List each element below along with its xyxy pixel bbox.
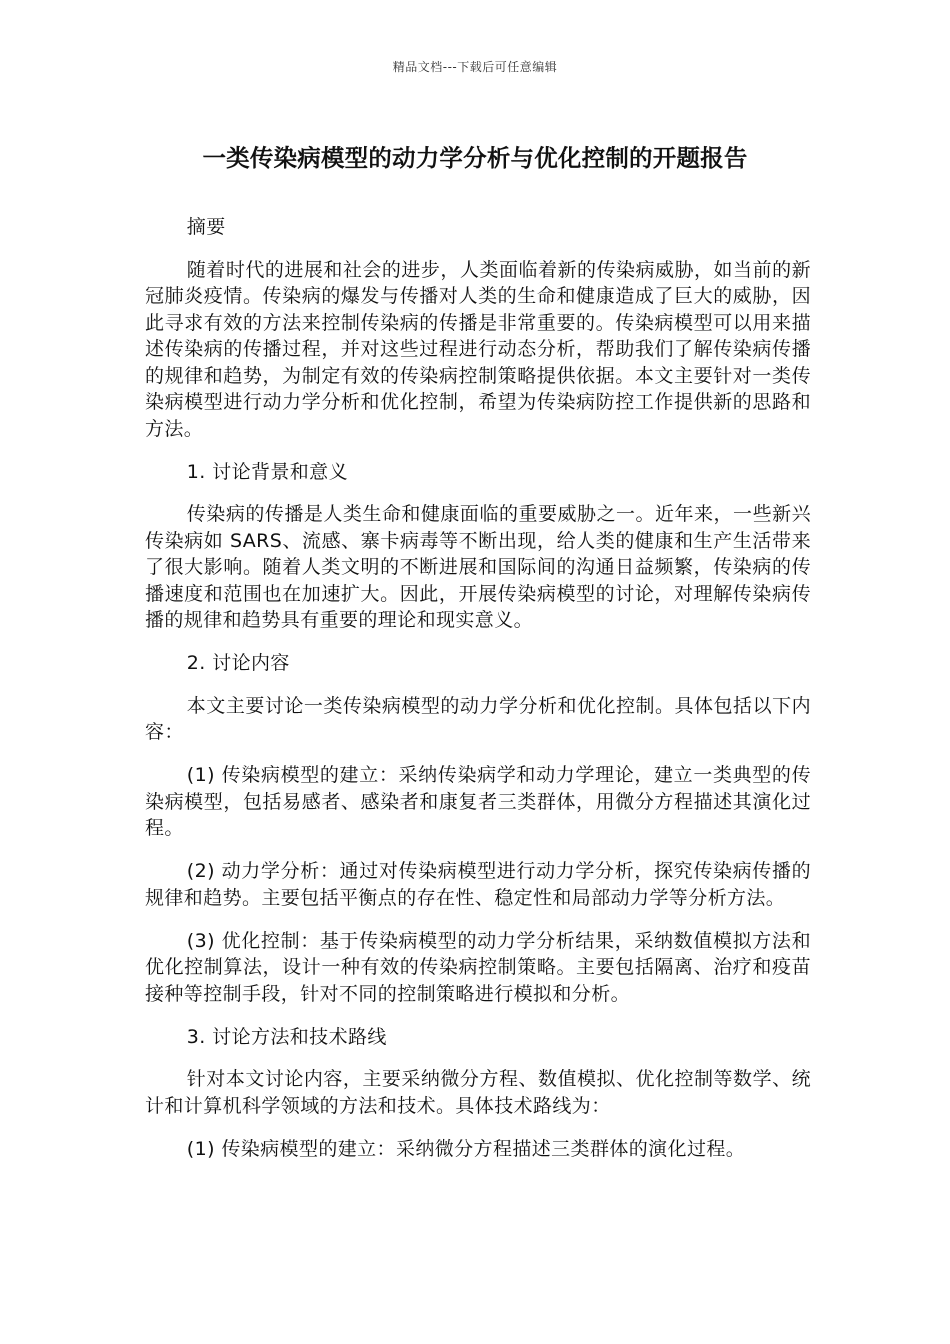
paragraph-background: 传染病的传播是人类生命和健康面临的重要威胁之一。近年来，一些新兴传染病如 SARS、流感、寨卡病毒等不断出现，给人类的健康和生产生活带来了很大影响。随着人类文明的不断进展和国际间的沟通日益频繁，传染病的传播速度和范围也在加速扩大。因此，开展传染病模型的讨论，对理解传染病传播的规律和趋势具有重要的理论和现实意义。 bbox=[145, 503, 811, 631]
section-heading-background: 1. 讨论背景和意义 bbox=[186, 460, 348, 483]
section-heading-content: 2. 讨论内容 bbox=[186, 652, 290, 674]
section-heading-methods: 3. 讨论方法和技术路线 bbox=[186, 1025, 387, 1048]
document-title: 一类传染病模型的动力学分析与优化控制的开题报告 bbox=[202, 144, 748, 172]
paragraph-content-item-2: (2) 动力学分析：通过对传染病模型进行动力学分析，探究传染病传播的规律和趋势。主要包括平衡点的存在性、稳定性和局部动力学等分析方法。 bbox=[145, 860, 811, 909]
paragraph-methods-intro: 针对本文讨论内容，主要采纳微分方程、数值模拟、优化控制等数学、统计和计算机科学领域的方法和技术。具体技术路线为： bbox=[145, 1068, 811, 1117]
paragraph-methods-item-1: (1) 传染病模型的建立：采纳微分方程描述三类群体的演化过程。 bbox=[186, 1137, 746, 1160]
paragraph-content-item-1: (1) 传染病模型的建立：采纳传染病学和动力学理论，建立一类典型的传染病模型，包括易感者、感染者和康复者三类群体，用微分方程描述其演化过程。 bbox=[145, 764, 811, 839]
paragraph-content-intro: 本文主要讨论一类传染病模型的动力学分析和优化控制。具体包括以下内容： bbox=[145, 694, 811, 743]
document-body bbox=[145, 214, 811, 1179]
section-heading-abstract: 摘要 bbox=[186, 216, 226, 238]
paragraph-abstract: 随着时代的进展和社会的进步，人类面临着新的传染病威胁，如当前的新冠肺炎疫情。传染病的爆发与传播对人类的生命和健康造成了巨大的威胁，因此寻求有效的方法来控制传染病的传播是非常重要的。传染病模型可以用来描述传染病的传播过程，并对这些过程进行动态分析，帮助我们了解传染病传播的规律和趋势，为制定有效的传染病控制策略提供依据。本文主要针对一类传染病模型进行动力学分析和优化控制，希望为传染病防控工作提供新的思路和方法。 bbox=[145, 258, 811, 440]
header-note: 精品文档---下载后可任意编辑 bbox=[392, 60, 558, 74]
paragraph-content-item-3: (3) 优化控制：基于传染病模型的动力学分析结果，采纳数值模拟方法和优化控制算法，设计一种有效的传染病控制策略。主要包括隔离、治疗和疫苗接种等控制手段，针对不同的控制策略进行模拟和分析。 bbox=[145, 929, 811, 1005]
